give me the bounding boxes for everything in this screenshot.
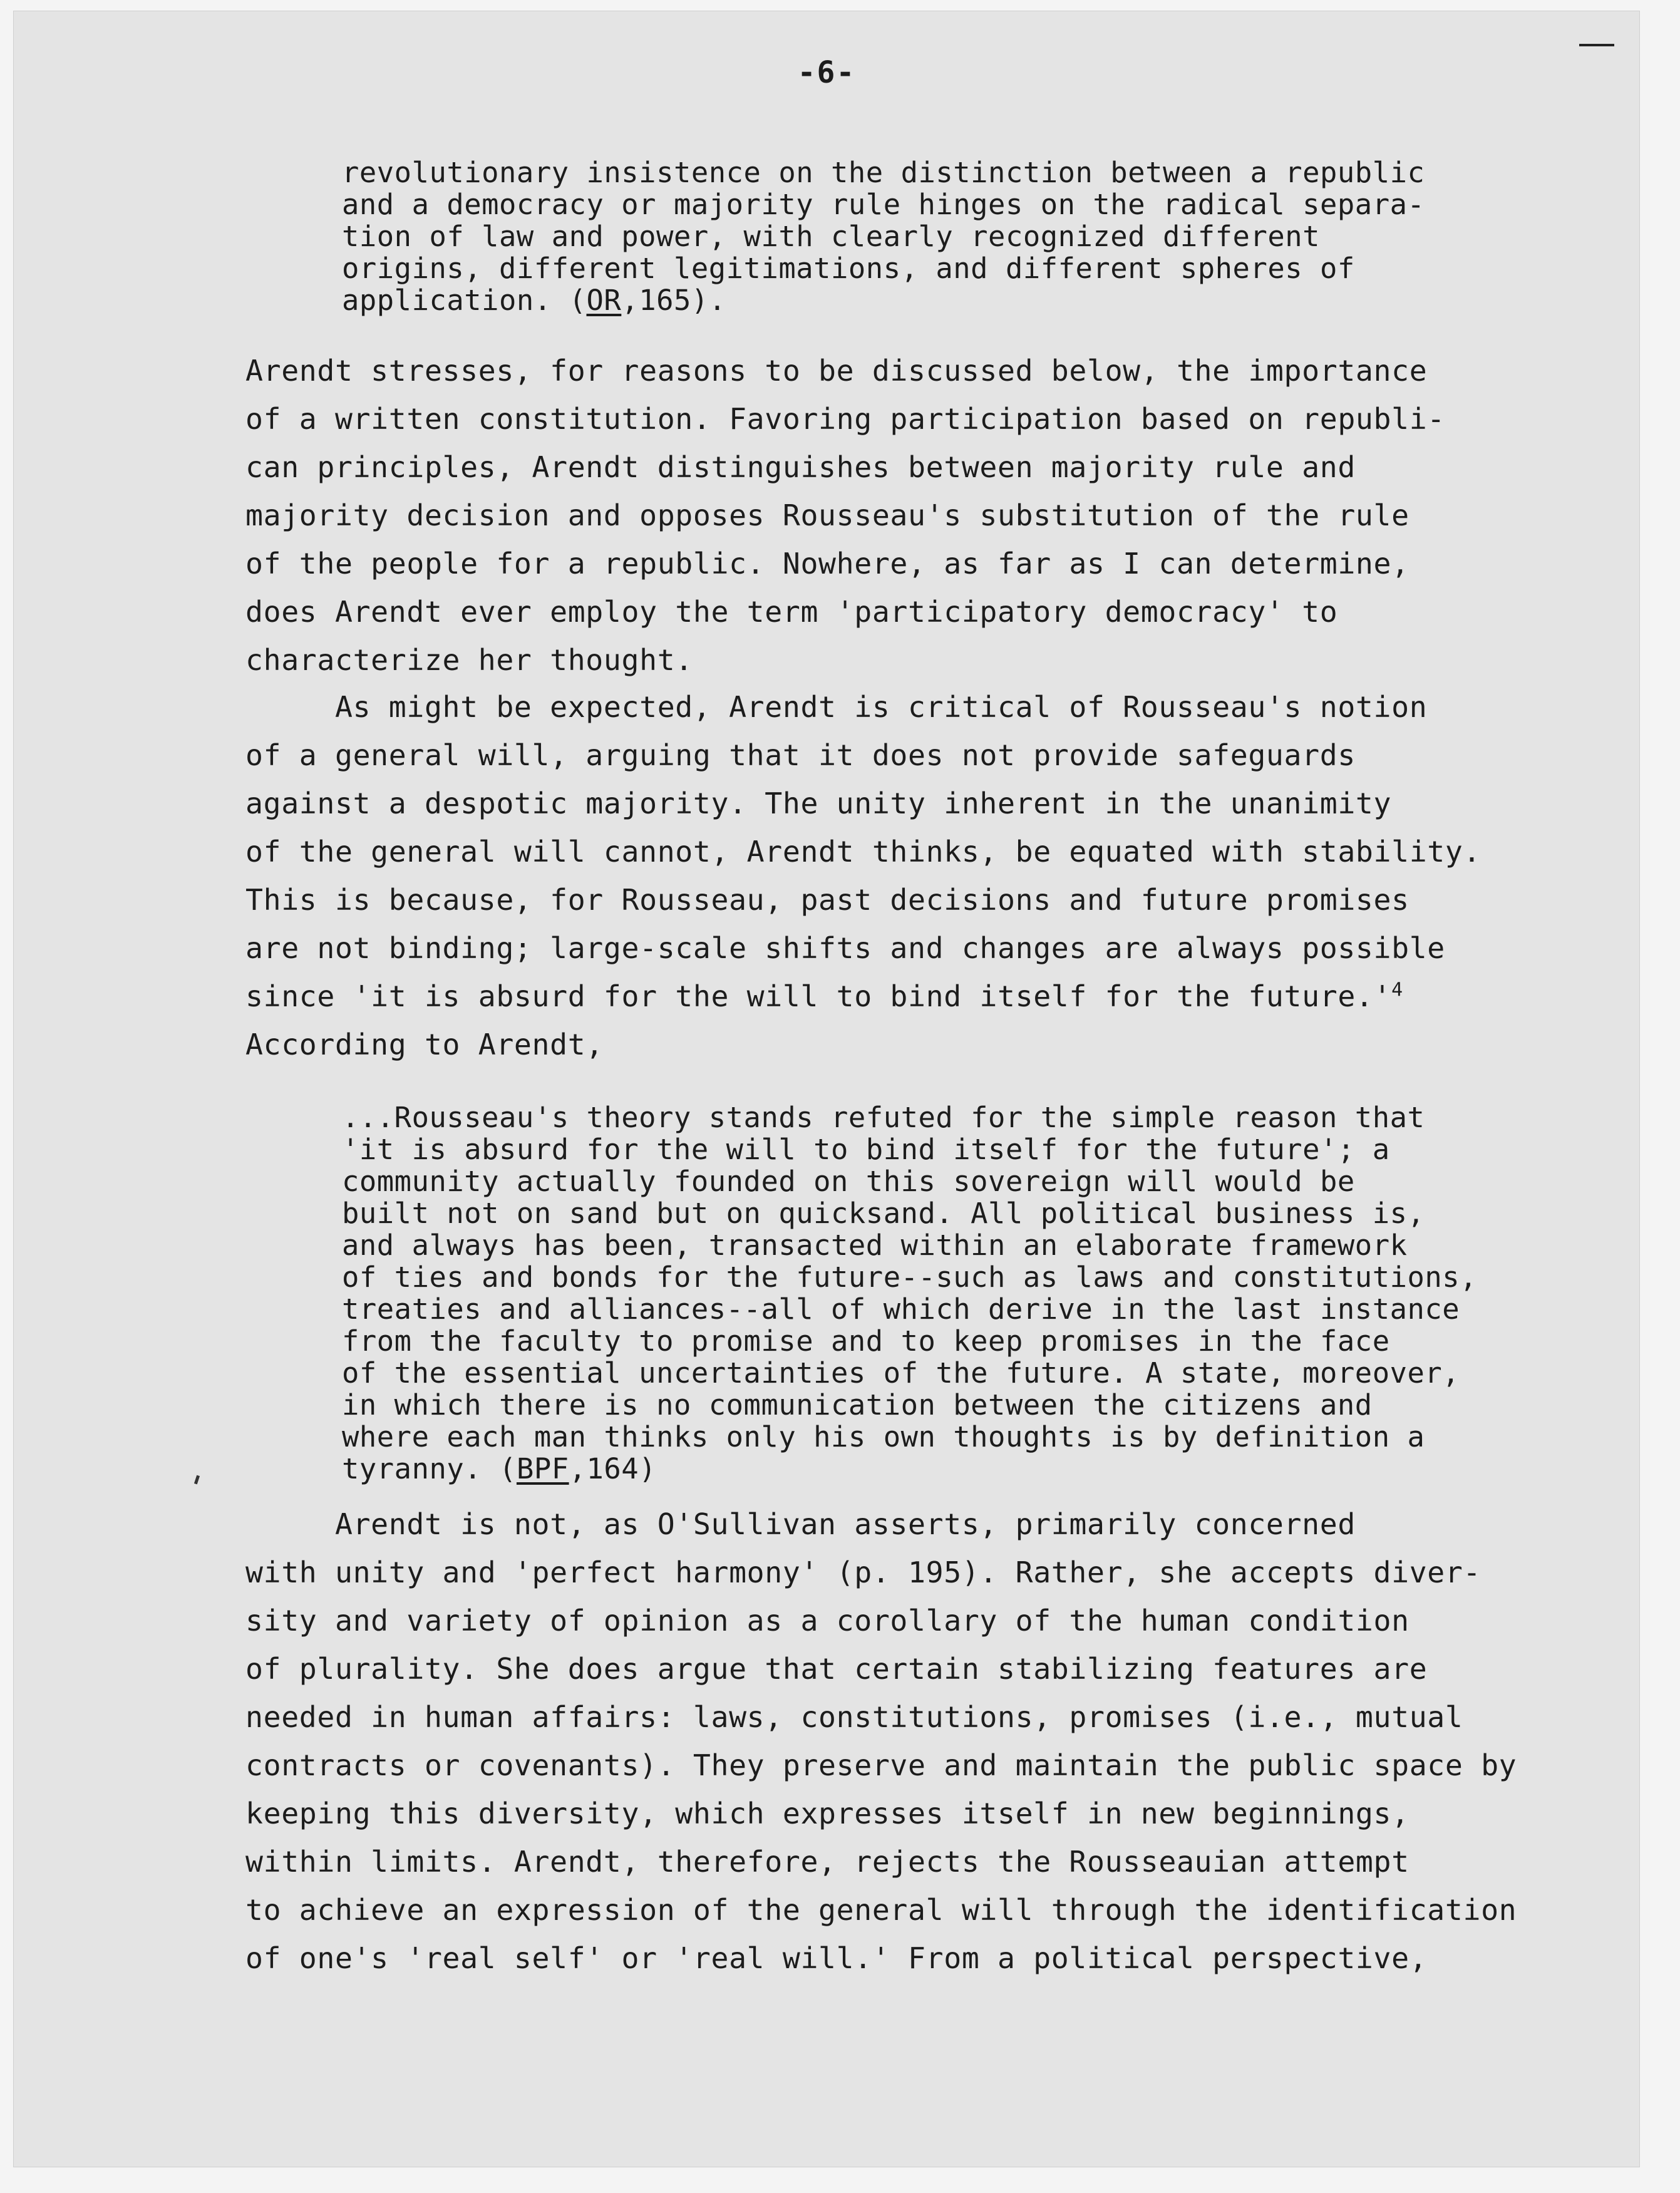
text-line: keeping this diversity, which expresses itself in new beginnings, <box>245 1797 1409 1830</box>
quote-line: of the essential uncertainties of the future. A state, moreover, <box>342 1356 1460 1390</box>
text-line: of one's 'real self' or 'real will.' From a political perspective, <box>245 1941 1428 1975</box>
quote-line: in which there is no communication between the citizens and <box>342 1388 1373 1422</box>
quote-line-last: tyranny. (BPF,164) <box>342 1452 657 1485</box>
quote-line: ...Rousseau's theory stands refuted for the simple reason that <box>342 1101 1425 1134</box>
quote-line: from the faculty to promise and to keep promises in the face <box>342 1324 1390 1358</box>
quote-line: built not on sand but on quicksand. All political business is, <box>342 1197 1425 1230</box>
text-line: Arendt is not, as O'Sullivan asserts, primarily concerned <box>245 1507 1356 1541</box>
text-line: are not binding; large-scale shifts and changes are always possible <box>245 931 1445 965</box>
block-quote-rousseau <box>342 1102 1626 1485</box>
quote-line: community actually founded on this sovereign will would be <box>342 1165 1355 1198</box>
text-line: characterize her thought. <box>245 643 693 677</box>
quote-line: treaties and alliances--all of which derive in the last instance <box>342 1293 1460 1326</box>
text-line: needed in human affairs: laws, constitutions, promises (i.e., mutual <box>245 1700 1463 1734</box>
page-number: -6- <box>797 55 856 90</box>
quote-line: tion of law and power, with clearly recognized different <box>342 220 1321 253</box>
quote-line: origins, different legitimations, and different spheres of <box>342 252 1355 285</box>
corner-mark <box>1579 44 1614 46</box>
text-line: Arendt stresses, for reasons to be discussed below, the importance <box>245 354 1428 388</box>
text-line: to achieve an expression of the general will through the identification <box>245 1893 1517 1927</box>
citation-source: BPF <box>516 1452 569 1485</box>
text-line: sity and variety of opinion as a corollary of the human condition <box>245 1604 1409 1638</box>
block-quote-constitution <box>342 157 1582 316</box>
text-line: of a general will, arguing that it does not provide safeguards <box>245 738 1356 772</box>
text-line: of the general will cannot, Arendt thinks, be equated with stability. <box>245 835 1482 869</box>
paragraph-general-will <box>245 683 1617 1069</box>
paragraph-written-constitution <box>245 347 1617 684</box>
text-line: majority decision and opposes Rousseau's substitution of the rule <box>245 498 1409 532</box>
quote-line: 'it is absurd for the will to bind itself for the future'; a <box>342 1133 1390 1166</box>
text-line: This is because, for Rousseau, past decisions and future promises <box>245 883 1409 917</box>
text-line: of a written constitution. Favoring participation based on republi- <box>245 402 1445 436</box>
text-line: As might be expected, Arendt is critical of Rousseau's notion <box>245 690 1428 724</box>
text-line: within limits. Arendt, therefore, rejects the Rousseauian attempt <box>245 1845 1409 1879</box>
quote-line: where each man thinks only his own thoughts is by definition a <box>342 1420 1425 1453</box>
text-line: with unity and 'perfect harmony' (p. 195). Rather, she accepts diver- <box>245 1556 1482 1589</box>
quote-line: revolutionary insistence on the distinction between a republic <box>342 156 1425 189</box>
footnote-marker: 4 <box>1391 979 1403 1001</box>
quote-line: of ties and bonds for the future--such as laws and constitutions, <box>342 1261 1478 1294</box>
text-line: According to Arendt, <box>245 1028 604 1061</box>
paragraph-plurality <box>245 1500 1629 1983</box>
text-line: contracts or covenants). They preserve and maintain the public space by <box>245 1748 1517 1782</box>
text-line: of plurality. She does argue that certain stabilizing features are <box>245 1652 1428 1686</box>
citation-source: OR <box>586 284 622 317</box>
quote-line-last: application. (OR,165). <box>342 284 726 317</box>
stray-mark <box>194 1475 200 1485</box>
text-line: against a despotic majority. The unity inherent in the unanimity <box>245 787 1392 820</box>
quote-line: and always has been, transacted within an elaborate framework <box>342 1229 1408 1262</box>
text-line: can principles, Arendt distinguishes between majority rule and <box>245 450 1356 484</box>
text-line: of the people for a republic. Nowhere, as far as I can determine, <box>245 547 1409 580</box>
text-line: since 'it is absurd for the will to bind itself for the $future.'^4$ <box>245 979 1403 1013</box>
text-line: does Arendt ever employ the term 'participatory democracy' to <box>245 595 1338 629</box>
quote-line: and a democracy or majority rule hinges on the radical separa- <box>342 188 1425 221</box>
document-page <box>14 11 1639 2167</box>
